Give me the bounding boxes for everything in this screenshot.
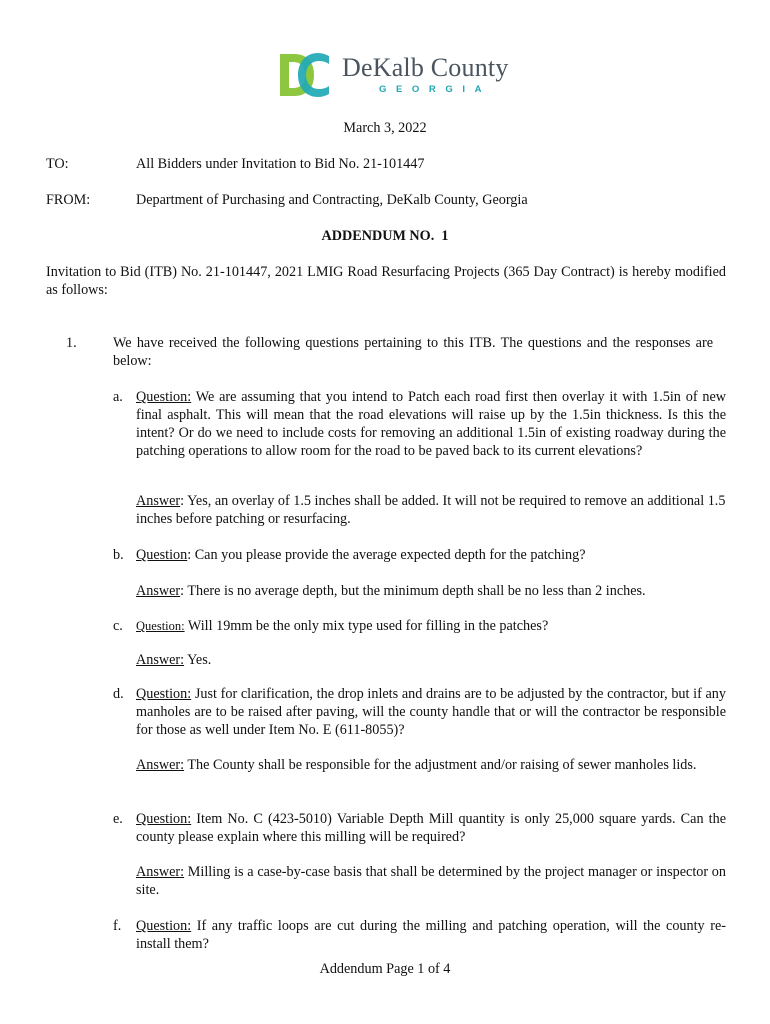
question-label: Question: — [136, 686, 192, 702]
answer-text: : Yes, an overlay of 1.5 inches shall be added. It will not be required to remove an additional 1.5 inches before patching or resurfacing. — [136, 493, 726, 527]
section-number: 1. — [66, 335, 77, 351]
question-text: Just for clarification, the drop inlets and drains are to be adjusted by the contractor, but if any manholes are to be raised after paving, will the county handle that or will the contractor be responsible for those as well under Item No. E (611-8055)? — [136, 686, 726, 738]
question-label: Question: — [136, 918, 192, 934]
question-letter: c. — [113, 618, 123, 634]
answer-text: Milling is a case-by-case basis that shall be determined by the project manager or inspector on site. — [136, 864, 726, 898]
to-recipients: All Bidders under Invitation to Bid No. 21-101447 — [136, 156, 425, 172]
question-c — [136, 617, 726, 635]
letter-date: March 3, 2022 — [343, 120, 427, 136]
question-letter: d. — [113, 686, 124, 702]
question-text: We are assuming that you intend to Patch each road first then overlay it with 1.5in of new final asphalt. This will mean that the road elevations will raise up by the 1.5in thickness. Is this the intent? Or do we need to include costs for removing an additional 1.5in of existing roadway during the patching operations to allow room for the road to be paved back to its current elevations? — [136, 389, 726, 459]
question-text: : Can you please provide the average expected depth for the patching? — [187, 547, 586, 563]
answer-label: Answer: — [136, 757, 185, 773]
answer-c — [136, 651, 726, 669]
answer-text: The County shall be responsible for the adjustment and/or raising of sewer manholes lids. — [184, 757, 697, 773]
page-footer: Addendum Page 1 of 4 — [319, 961, 451, 977]
question-e — [136, 810, 726, 846]
logo-state-name: GEORGIA — [379, 84, 492, 95]
answer-label: Answer — [136, 493, 181, 509]
answer-text: : There is no average depth, but the minimum depth shall be no less than 2 inches. — [180, 583, 646, 599]
answer-label: Answer — [136, 583, 181, 599]
question-d — [136, 685, 726, 739]
question-label: Question — [136, 547, 188, 563]
answer-e — [136, 863, 726, 899]
answer-a — [136, 492, 726, 528]
to-label: TO: — [46, 156, 69, 172]
question-text: Item No. C (423-5010) Variable Depth Mill quantity is only 25,000 square yards. Can the county please explain where this milling will be required? — [136, 811, 726, 845]
question-a — [136, 388, 726, 460]
dc-monogram-icon — [278, 52, 330, 98]
question-label: Question: — [136, 389, 192, 405]
dekalb-county-logo — [278, 52, 528, 98]
section-text: We have received the following questions pertaining to this ITB. The questions and the responses are below: — [113, 335, 713, 369]
question-letter: b. — [113, 547, 124, 563]
answer-d — [136, 756, 726, 774]
logo-county-name: DeKalb County — [342, 53, 509, 82]
question-text: Will 19mm be the only mix type used for filling in the patches? — [184, 618, 549, 634]
intro-paragraph: Invitation to Bid (ITB) No. 21-101447, 2021 LMIG Road Resurfacing Projects (365 Day Contract) is hereby modified as follows: — [46, 264, 726, 298]
question-label: Question: — [136, 619, 185, 633]
answer-label: Answer: — [136, 652, 185, 668]
answer-text: Yes. — [184, 652, 212, 668]
answer-label: Answer: — [136, 864, 185, 880]
question-letter: a. — [113, 389, 123, 405]
addendum-heading: ADDENDUM NO. 1 — [321, 228, 449, 244]
question-letter: f. — [113, 918, 122, 934]
question-letter: e. — [113, 811, 123, 827]
question-text: If any traffic loops are cut during the milling and patching operation, will the county re-install them? — [136, 918, 726, 952]
answer-b — [136, 582, 726, 600]
question-label: Question: — [136, 811, 192, 827]
question-f — [136, 917, 726, 953]
from-sender: Department of Purchasing and Contracting, DeKalb County, Georgia — [136, 192, 528, 208]
from-label: FROM: — [46, 192, 91, 208]
question-b — [136, 546, 726, 564]
